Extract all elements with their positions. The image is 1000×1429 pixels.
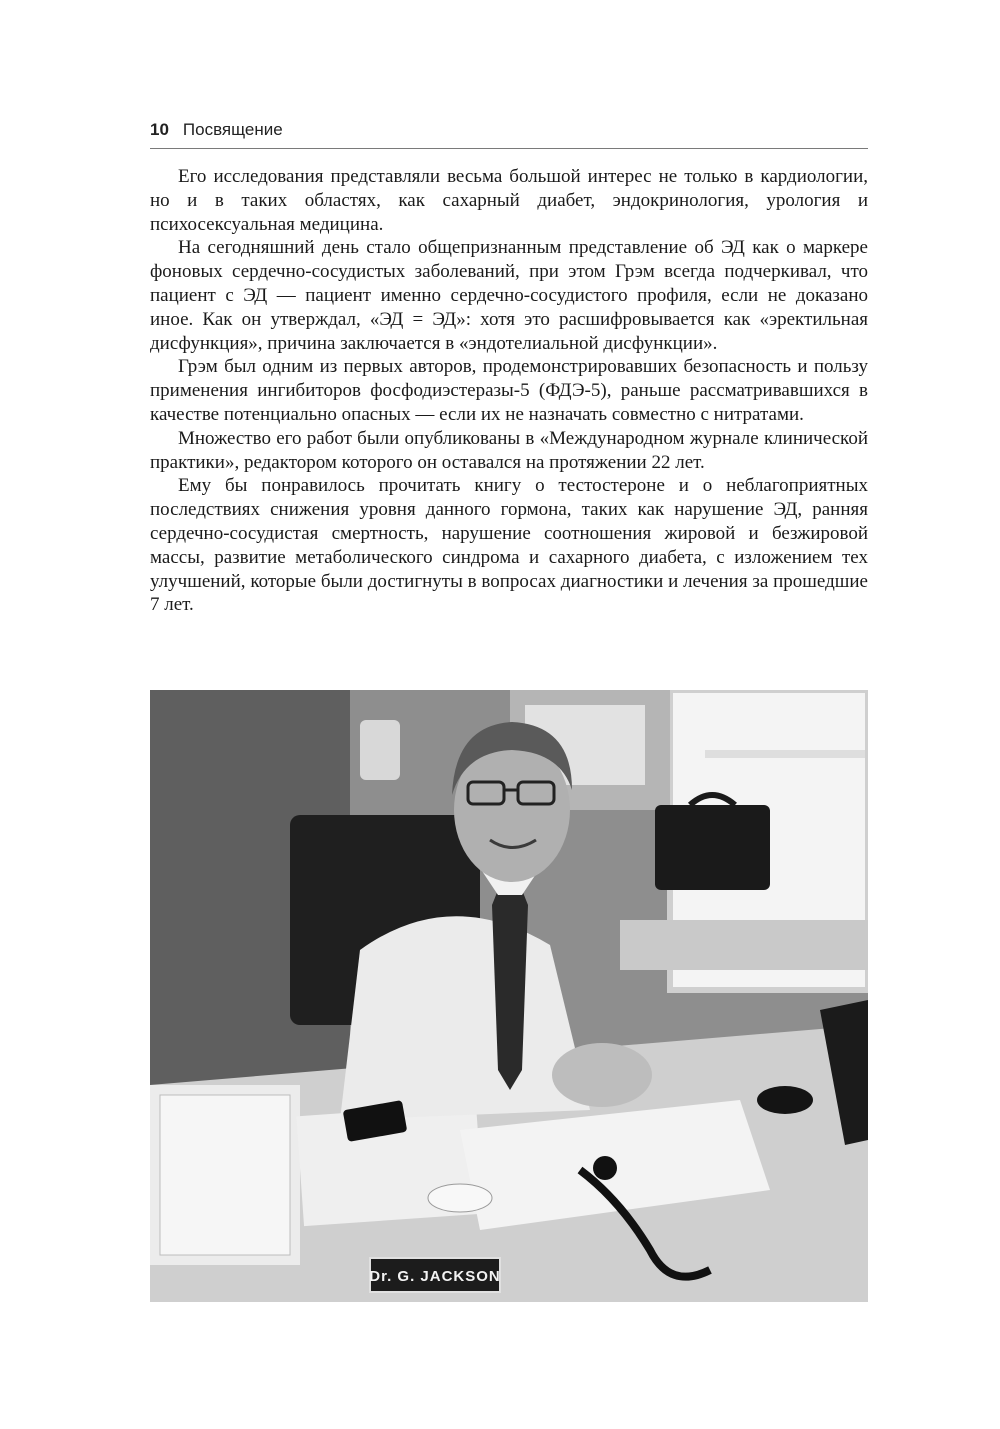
office-scene-illustration <box>150 690 868 1302</box>
dispenser <box>360 720 400 780</box>
briefcase <box>655 805 770 890</box>
portrait-photo <box>150 690 868 1302</box>
computer-mouse <box>757 1086 813 1114</box>
page-number: 10 <box>150 120 169 139</box>
section-title: Посвящение <box>182 120 283 139</box>
body-text <box>150 165 868 617</box>
paragraph: Ему бы понравилось прочитать книгу о тестостероне и о неблагоприятных последствиях снижения уровня данного гормона, таких как нарушение ЭД, ранняя сердечно-сосудистая смертность, нарушение соотношения жировой и безжировой массы, развитие метаболического синдрома и сахарного диабета, с изложением тех улучшений, которые были достигнуты в вопросах диагностики и лечения за прошедшие 7 лет. <box>150 475 868 616</box>
paragraph: Его исследования представляли весьма большой интерес не только в кардиологии, но и в таких областях, как сахарный диабет, эндокринология, урология и психосексуальная медицина. <box>150 166 868 235</box>
running-header <box>150 118 868 149</box>
hands <box>552 1043 652 1107</box>
nameplate-text: Dr. G. JACKSON <box>369 1268 501 1285</box>
paragraph: Множество его работ были опубликованы в «Международном журнале клинической практики», редактором которого он оставался на протяжении 22 лет. <box>150 427 868 473</box>
paragraph: На сегодняшний день стало общепризнанным представление об ЭД как о маркере фоновых сердечно-сосудистых заболеваний, при этом Грэм всегда подчеркивал, что пациент с ЭД — пациент именно сердечно-сосудистого профиля, если не доказано иное. Как он утверждал, «ЭД = ЭД»: хотя это расшифровывается как «эректильная дисфункция», причина заключается в «эндотелиальной дисфункции». <box>150 237 868 354</box>
paragraph: Грэм был одним из первых авторов, продемонстрировавших безопасность и пользу применения ингибиторов фосфодиэстеразы-5 (ФДЭ-5), раньше рассматривавшихся в качестве потенциально опасных — если их не назначать совместно с нитратами. <box>150 356 868 425</box>
